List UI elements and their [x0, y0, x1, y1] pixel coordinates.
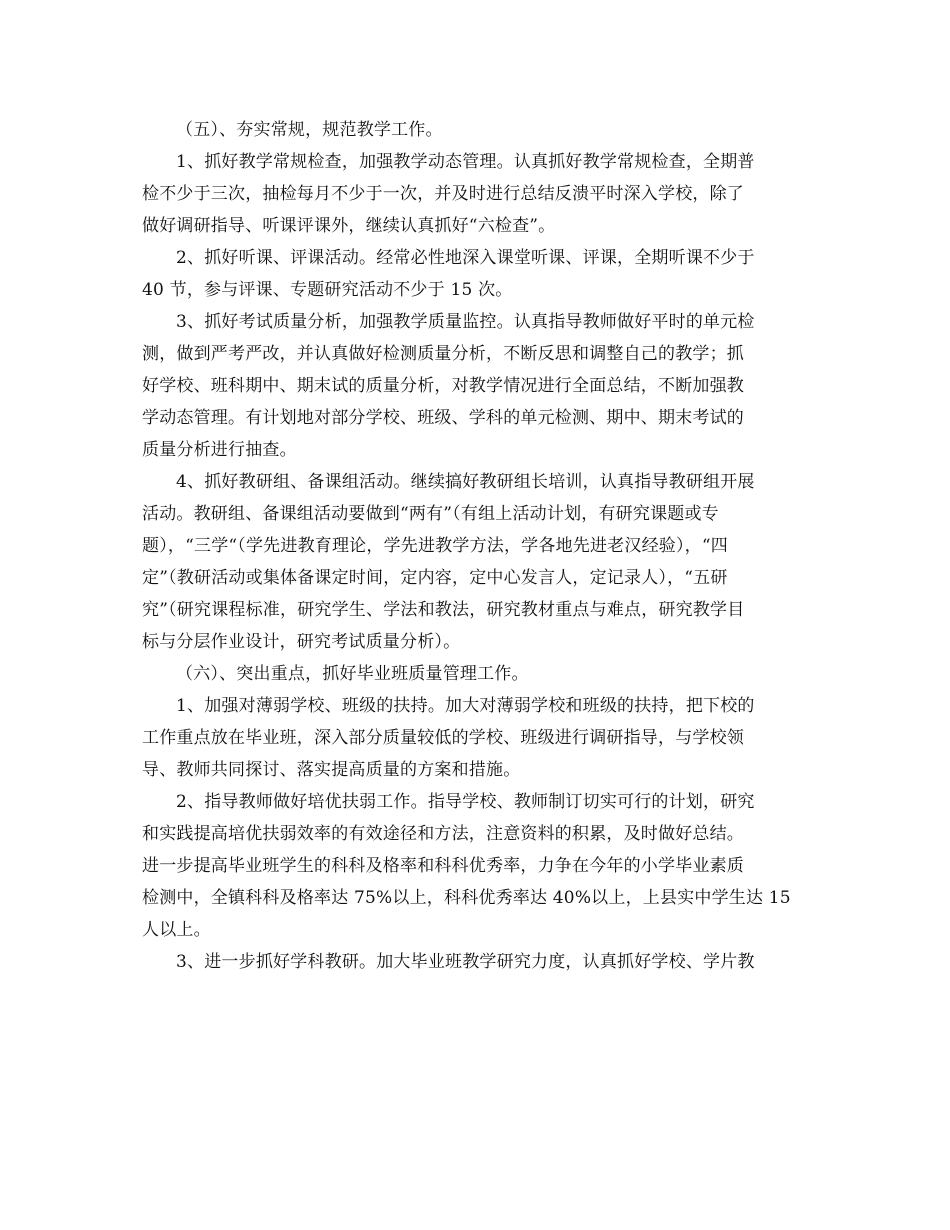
text-line: 究”（研究课程标准，研究学生、学法和教法，研究教材重点与难点，研究教学目	[142, 600, 745, 620]
text-line: 和实践提高培优扶弱效率的有效途径和方法，注意资料的积累，及时做好总结。	[142, 824, 744, 844]
text-line: 1、加强对薄弱学校、班级的扶持。加大对薄弱学校和班级的扶持，把下校的	[176, 696, 755, 716]
text-line: 质量分析进行抽查。	[142, 440, 297, 460]
text-line: 4、抓好教研组、备课组活动。继续搞好教研组长培训，认真指导教研组开展	[176, 472, 755, 492]
text-line: 好学校、班科期中、期末试的质量分析，对教学情况进行全面总结，不断加强教	[142, 376, 744, 396]
text-line: 1、抓好教学常规检查，加强教学动态管理。认真抓好教学常规检查，全期普	[176, 152, 755, 172]
text-line: 测，做到严考严改，并认真做好检测质量分析，不断反思和调整自己的教学；抓	[142, 344, 744, 364]
text-line: 学动态管理。有计划地对部分学校、班级、学科的单元检测、期中、期末考试的	[142, 408, 744, 428]
text-line: （六）、突出重点，抓好毕业班质量管理工作。	[176, 664, 529, 684]
text-line: 工作重点放在毕业班，深入部分质量较低的学校、班级进行调研指导，与学校领	[142, 728, 744, 748]
text-line: 2、抓好听课、评课活动。经常必性地深入课堂听课、评课，全期听课不少于	[176, 248, 755, 268]
text-line: 40 节，参与评课、专题研究活动不少于 15 次。	[142, 280, 513, 300]
text-line: 定”（教研活动或集体备课定时间，定内容，定中心发言人，定记录人），“五研	[142, 568, 728, 588]
text-line: 导、教师共同探讨、落实提高质量的方案和措施。	[142, 760, 521, 780]
document-page	[142, 114, 814, 978]
text-line: 题），“三学“（学先进教育理论，学先进教学方法，学各地先进老汉经验），“四	[142, 536, 728, 556]
text-line: 3、进一步抓好学科教研。加大毕业班教学研究力度，认真抓好学校、学片教	[176, 952, 755, 972]
text-line: 人以上。	[142, 920, 211, 940]
text-line: 2、指导教师做好培优扶弱工作。指导学校、教师制订切实可行的计划，研究	[176, 792, 755, 812]
text-line: 进一步提高毕业班学生的科科及格率和科科优秀率，力争在今年的小学毕业素质	[142, 856, 744, 876]
text-line: （五）、夯实常规，规范教学工作。	[176, 120, 443, 140]
text-line: 做好调研指导、听课评课外，继续认真抓好“六检查”。	[142, 216, 556, 236]
text-line: 活动。教研组、备课组活动要做到“两有”（有组上活动计划，有研究课题或专	[142, 504, 719, 524]
text-line: 标与分层作业设计，研究考试质量分析）。	[142, 632, 461, 652]
text-line: 检测中，全镇科科及格率达 75%以上，科科优秀率达 40%以上，上县实中学生达 15	[142, 888, 791, 908]
text-line: 3、抓好考试质量分析，加强教学质量监控。认真指导教师做好平时的单元检	[176, 312, 755, 332]
document-body	[142, 114, 814, 978]
text-line: 检不少于三次，抽检每月不少于一次，并及时进行总结反溃平时深入学校，除了	[142, 184, 744, 204]
